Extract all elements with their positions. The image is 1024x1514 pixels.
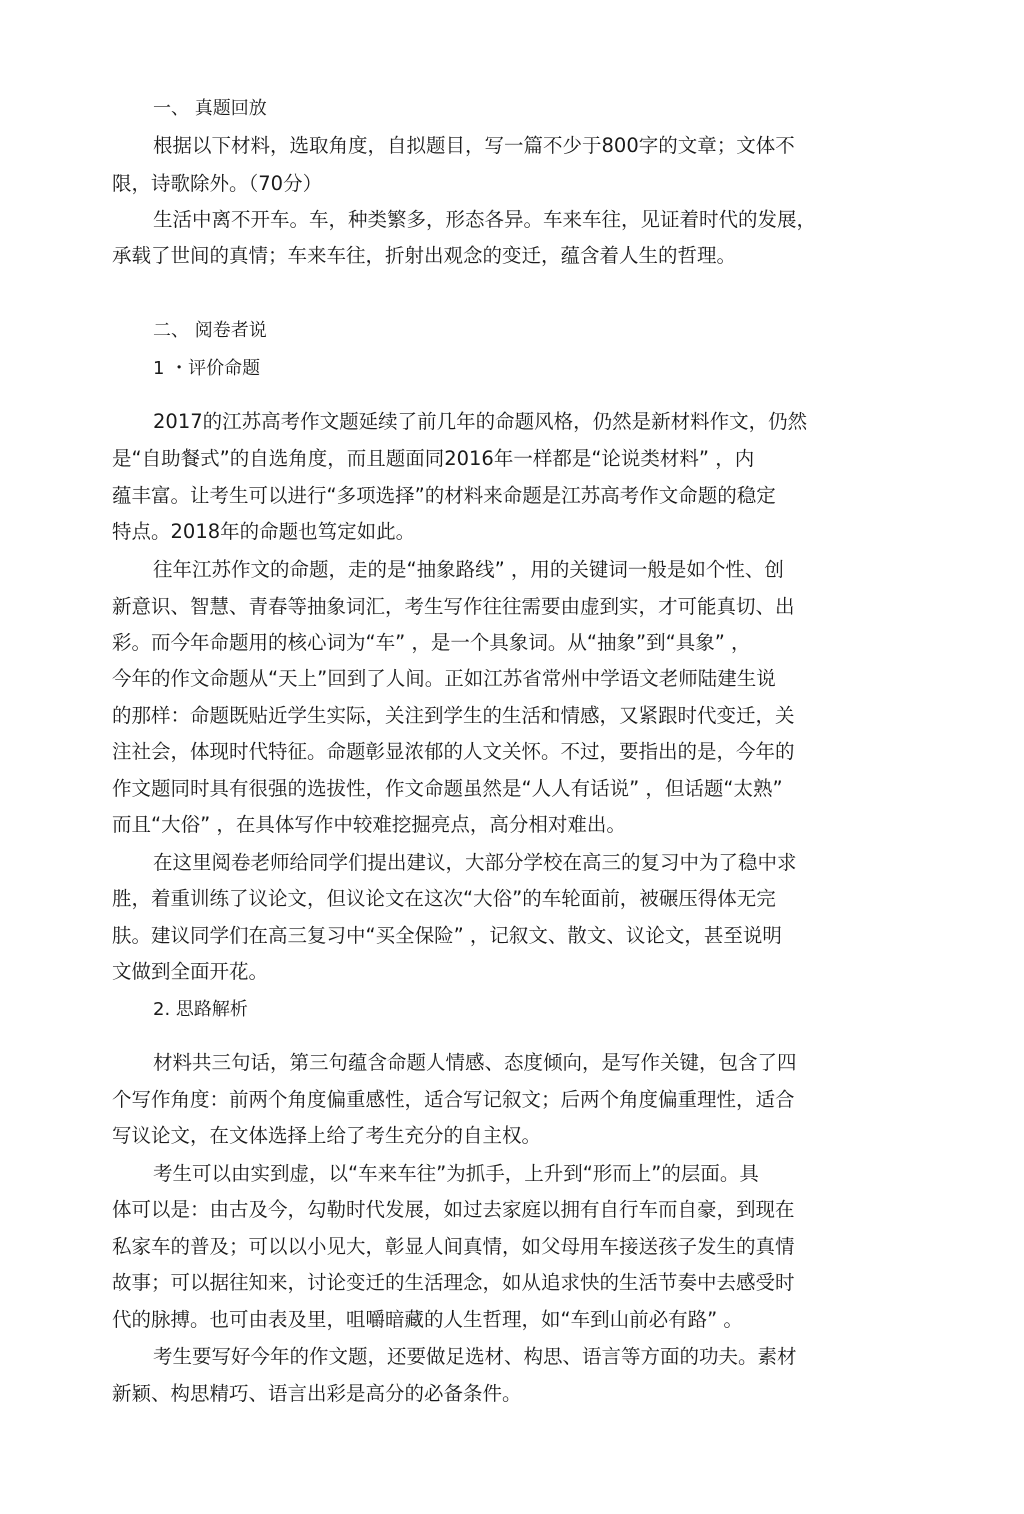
text-line: 个写作角度：前两个角度偏重感性，适合写记叙文；后两个角度偏重理性，适合 [112,1088,795,1111]
text-line: 代的脉搏。也可由表及里，咀嚼暗藏的人生哲理，如“车到山前必有路” 。 [112,1308,743,1331]
subsection-title: 2. 思路解析 [153,999,248,1020]
text-line: 故事；可以据往知来，讨论变迁的生活理念，如从追求快的生活节奏中去感受时 [112,1271,795,1294]
text-line: 考生可以由实到虚，以“车来车往”为抓手，上升到“形而上”的层面。具 [153,1162,759,1185]
text-line: 在这里阅卷老师给同学们提出建议，大部分学校在高三的复习中为了稳中求 [153,851,797,874]
text-line: 彩。而今年命题用的核心词为“车” ，是一个具象词。从“抽象”到“具象” ， [112,631,751,654]
section-heading: 一、 真题回放 [153,98,267,119]
text-line: 生活中离不开车。车，种类繁多，形态各异。车来车往，见证着时代的发展， [153,208,817,231]
section-heading: 二、 阅卷者说 [153,320,267,341]
text-line: 材料共三句话，第三句蕴含命题人情感、态度倾向，是写作关键，包含了四 [153,1051,797,1074]
text-line: 往年江苏作文的命题，走的是“抽象路线” ，用的关键词一般是如个性、创 [153,558,784,581]
text-line: 肤。建议同学们在高三复习中“买全保险” ，记叙文、散文、议论文，甚至说明 [112,924,782,947]
text-line: 新颖、构思精巧、语言出彩是高分的必备条件。 [112,1382,522,1405]
text-line: 是“自助餐式”的自选角度，而且题面同2016年一样都是“论说类材料” ，内 [112,447,755,470]
text-line: 根据以下材料，选取角度，自拟题目，写一篇不少于800字的文章；文体不 [153,134,795,157]
text-line: 蕴丰富。让考生可以进行“多项选择”的材料来命题是江苏高考作文命题的稳定 [112,484,776,507]
text-line: 体可以是：由古及今，勾勒时代发展，如过去家庭以拥有自行车而自豪，到现在 [112,1198,795,1221]
text-line: 注社会，体现时代特征。命题彰显浓郁的人文关怀。不过，要指出的是，今年的 [112,740,795,763]
text-line: 今年的作文命题从“天上”回到了人间。正如江苏省常州中学语文老师陆建生说 [112,667,776,690]
subsection-title: 1 ・评价命题 [153,358,261,379]
text-line: 承载了世间的真情；车来车往，折射出观念的变迁，蕴含着人生的哲理。 [112,244,737,267]
text-line: 特点。2018年的命题也笃定如此。 [112,520,416,543]
text-line: 2017的江苏高考作文题延续了前几年的命题风格，仍然是新材料作文，仍然 [153,410,808,433]
text-line: 新意识、智慧、青春等抽象词汇，考生写作往往需要由虚到实，才可能真切、出 [112,595,795,618]
text-line: 限，诗歌除外。（70分） [112,172,323,195]
text-line: 文做到全面开花。 [112,960,269,983]
text-line: 考生要写好今年的作文题，还要做足选材、构思、语言等方面的功夫。素材 [153,1345,797,1368]
text-line: 的那样：命题既贴近学生实际，关注到学生的生活和情感，又紧跟时代变迁，关 [112,704,795,727]
text-line: 私家车的普及；可以以小见大，彰显人间真情，如父母用车接送孩子发生的真情 [112,1235,795,1258]
text-line: 而且“大俗” ，在具体写作中较难挖掘亮点，高分相对难出。 [112,813,626,836]
text-line: 写议论文，在文体选择上给了考生充分的自主权。 [112,1124,542,1147]
text-line: 胜，着重训练了议论文，但议论文在这次“大俗”的车轮面前，被碾压得体无完 [112,887,776,910]
text-line: 作文题同时具有很强的选拔性，作文命题虽然是“人人有话说” ，但话题“太熟” [112,777,783,800]
